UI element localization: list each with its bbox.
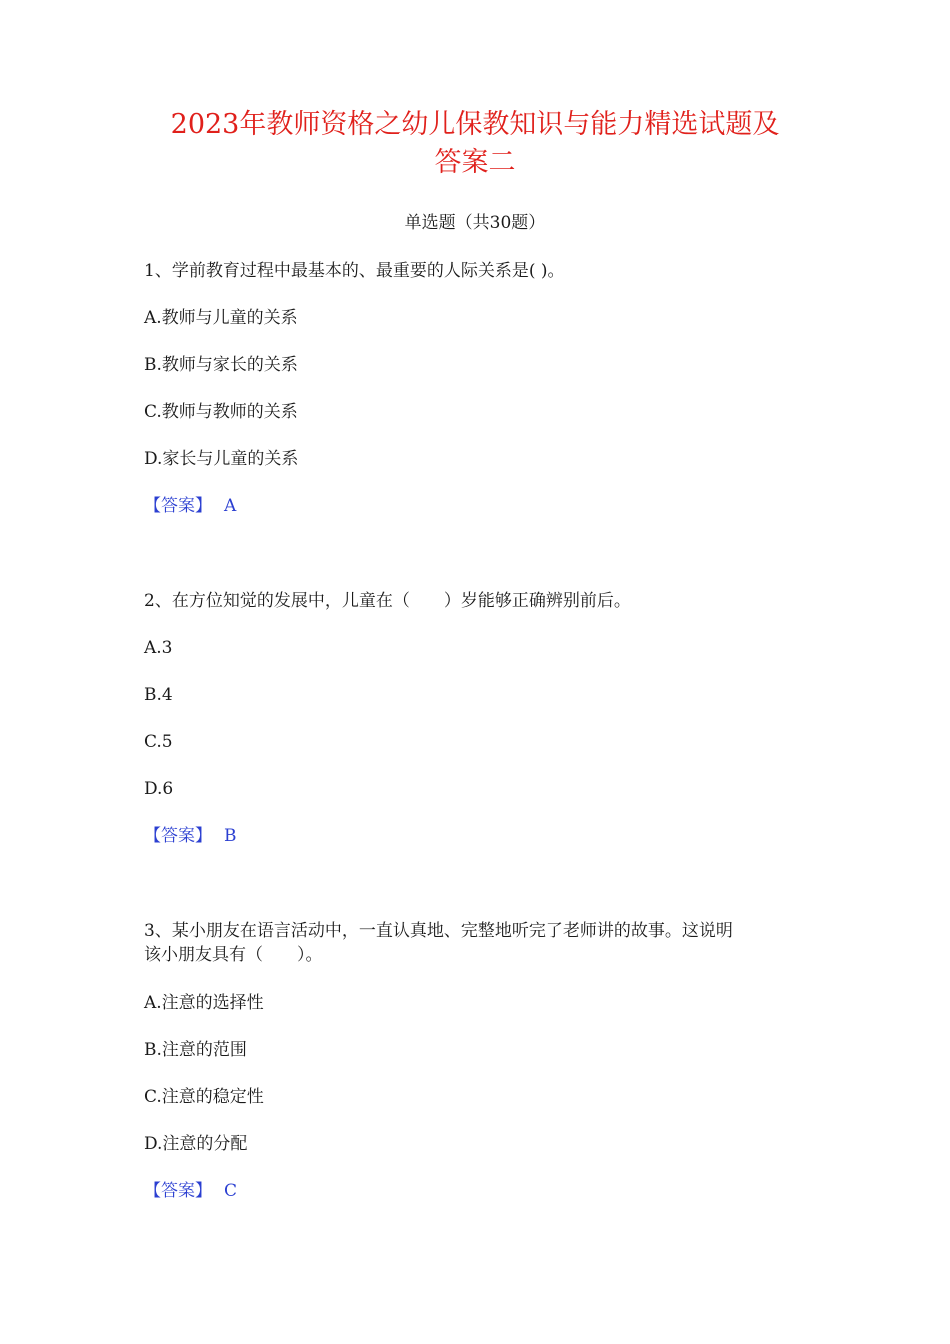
answer-value: A [224, 496, 237, 516]
title-line-2: 答案二 [434, 147, 516, 178]
question-2-option-c: C.5 [144, 732, 173, 752]
answer-label: 【答案】 [144, 496, 212, 516]
question-2-stem: 2、在方位知觉的发展中，儿童在（ ）岁能够正确辨别前后。 [144, 591, 631, 611]
question-2-option-b: B.4 [144, 685, 173, 705]
question-3-option-b: B.注意的范围 [144, 1040, 247, 1060]
question-1-answer [144, 493, 824, 519]
question-2-answer [144, 823, 824, 849]
question-3-option-d: D.注意的分配 [144, 1134, 248, 1154]
answer-label: 【答案】 [144, 826, 212, 846]
answer-value: C [224, 1181, 238, 1201]
question-2-option-d: D.6 [144, 779, 174, 799]
question-1-option-d: D.家长与儿童的关系 [144, 449, 299, 469]
question-3-option-c: C.注意的稳定性 [144, 1087, 264, 1107]
question-2-option-a: A.3 [144, 638, 173, 658]
section-heading: 单选题（共30题） [404, 213, 546, 233]
question-3-stem-line-1: 3、某小朋友在语言活动中，一直认真地、完整地听完了老师讲的故事。这说明 [144, 921, 733, 941]
question-1-option-b: B.教师与家长的关系 [144, 355, 298, 375]
answer-value: B [224, 826, 237, 846]
question-1-option-a: A.教师与儿童的关系 [144, 308, 298, 328]
title-line-1: 2023年教师资格之幼儿保教知识与能力精选试题及 [170, 109, 780, 140]
question-3-option-a: A.注意的选择性 [144, 993, 264, 1013]
question-3-answer [144, 1178, 824, 1204]
question-1-option-c: C.教师与教师的关系 [144, 402, 298, 422]
question-1-stem: 1、学前教育过程中最基本的、最重要的人际关系是( )。 [144, 261, 565, 281]
answer-label: 【答案】 [144, 1181, 212, 1201]
document-title [120, 106, 830, 182]
question-3-stem-line-2: 该小朋友具有（ ）。 [144, 945, 323, 965]
